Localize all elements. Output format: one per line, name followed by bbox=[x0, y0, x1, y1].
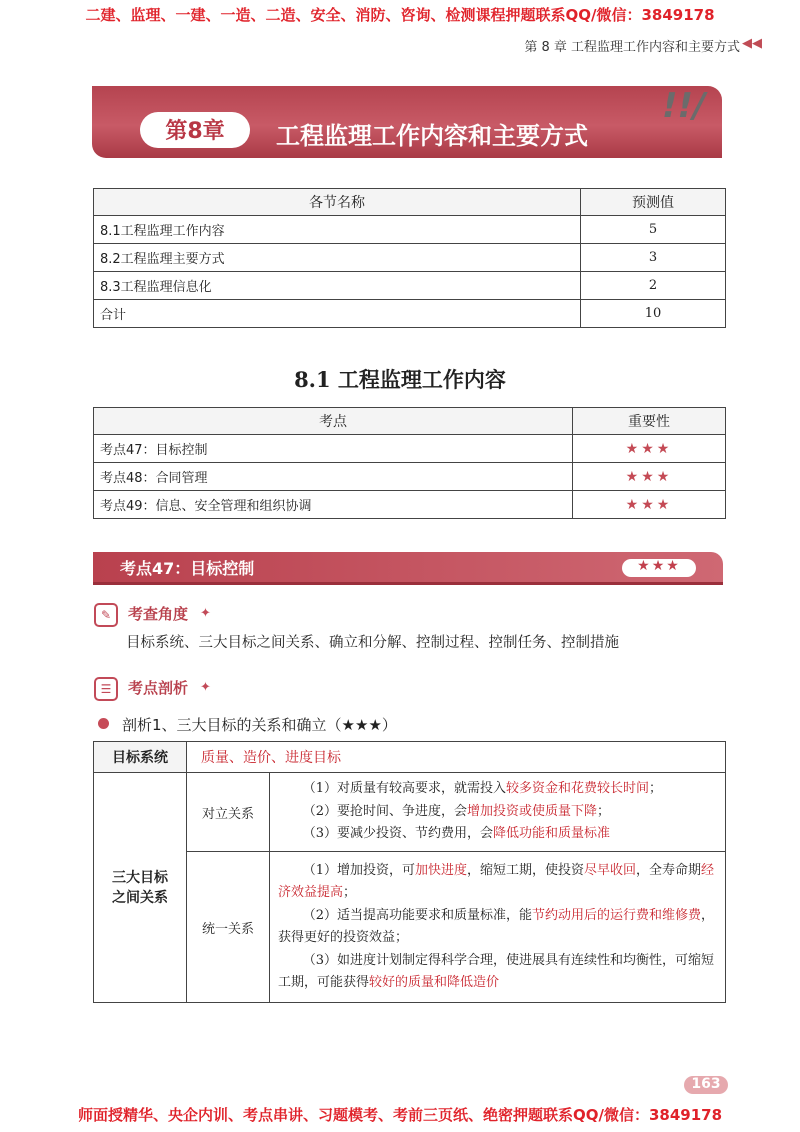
edit-icon: ✎ bbox=[94, 603, 118, 627]
analysis-heading: 考点剖析 bbox=[128, 679, 189, 697]
column-header: 考点 bbox=[94, 408, 573, 435]
text-plain: ，获得更好的投资效益； bbox=[278, 907, 714, 945]
section-title: 8.1 工程监理工作内容 bbox=[294, 367, 506, 392]
text-plain: ，缩短工期，使投资 bbox=[466, 862, 584, 878]
chapter-number: 第8章 bbox=[165, 119, 225, 144]
unify-label: 统一关系 bbox=[187, 852, 270, 1003]
topic-importance-table bbox=[93, 407, 726, 519]
text-highlight: 较好的质量和降低造价 bbox=[369, 975, 500, 990]
chapter-title: 工程监理工作内容和主要方式 bbox=[276, 122, 588, 150]
table-cell: 考点48：合同管理 bbox=[94, 463, 573, 491]
unify-item bbox=[278, 905, 717, 950]
topic-header-edge bbox=[93, 582, 723, 585]
text-highlight: 节约动用后的运行费和维修费 bbox=[531, 907, 701, 923]
text-plain: ； bbox=[648, 781, 662, 797]
table-row bbox=[94, 435, 726, 463]
text-plain: （1）增加投资，可 bbox=[302, 862, 415, 878]
oppose-item bbox=[278, 823, 717, 846]
unify-content bbox=[270, 852, 726, 1003]
column-header: 重要性 bbox=[573, 408, 726, 435]
text-plain: （2）适当提高功能要求和质量标准，能 bbox=[302, 907, 532, 923]
sparkle-icon: ✦ bbox=[200, 606, 211, 621]
bullet-icon bbox=[98, 718, 109, 729]
star-rating: ★★★ bbox=[573, 435, 726, 463]
text-plain: ； bbox=[596, 803, 610, 819]
text-plain: ； bbox=[343, 885, 357, 900]
exclamation-icon: !!/ bbox=[662, 86, 706, 126]
table-row bbox=[94, 491, 726, 519]
page-number: 163 bbox=[691, 1076, 721, 1092]
system-value: 质量、造价、进度目标 bbox=[187, 742, 726, 773]
text-highlight: 较多资金和花费较长时间 bbox=[505, 781, 649, 797]
table-cell: 5 bbox=[581, 216, 726, 244]
angle-text: 目标系统、三大目标之间关系、确立和分解、控制过程、控制任务、控制措施 bbox=[126, 635, 619, 651]
table-cell: 考点47：目标控制 bbox=[94, 435, 573, 463]
table-cell: 8.3工程监理信息化 bbox=[94, 272, 581, 300]
star-rating: ★★★ bbox=[573, 463, 726, 491]
oppose-content bbox=[270, 773, 726, 852]
relation-category-label: 三大目标之间关系 bbox=[112, 869, 168, 906]
promo-bottom-banner: 师面授精华、央企内训、考点串讲、习题模考、考前三页纸、绝密押题联系QQ/微信：3849178 bbox=[77, 1106, 723, 1124]
running-head: 第 8 章 工程监理工作内容和主要方式 bbox=[524, 40, 740, 55]
text-highlight: 加快进度 bbox=[414, 862, 467, 878]
table-cell: 10 bbox=[581, 300, 726, 328]
table-row bbox=[94, 272, 726, 300]
table-cell: 3 bbox=[581, 244, 726, 272]
section-prediction-table bbox=[93, 188, 726, 328]
topic-title: 考点47：目标控制 bbox=[120, 559, 255, 578]
oppose-item bbox=[278, 801, 717, 824]
table-row bbox=[94, 216, 726, 244]
table-row bbox=[94, 463, 726, 491]
text-plain: （2）要抢时间、争进度，会 bbox=[302, 803, 467, 819]
unify-item bbox=[278, 860, 717, 905]
column-header: 预测值 bbox=[581, 189, 726, 216]
text-plain: ，全寿命期 bbox=[636, 862, 702, 878]
topic-star-rating: ★★★ bbox=[637, 558, 681, 574]
angle-heading: 考查角度 bbox=[128, 605, 189, 623]
text-plain: （3）如进度计划制定得科学合理，使进展具有连续性和均衡性，可缩短工期，可能获得 bbox=[278, 952, 714, 990]
oppose-item bbox=[278, 778, 717, 801]
column-header: 各节名称 bbox=[94, 189, 581, 216]
analysis-item-heading: 剖析1、三大目标的关系和确立（★★★） bbox=[122, 716, 397, 734]
analysis-icon: ☰ bbox=[94, 677, 118, 701]
sparkle-icon: ✦ bbox=[200, 680, 211, 695]
promo-top-banner: 二建、监理、一建、一造、二造、安全、消防、咨询、检测课程押题联系QQ/微信：3849178 bbox=[85, 6, 715, 24]
table-row bbox=[94, 244, 726, 272]
text-highlight: 增加投资或使质量下降 bbox=[466, 803, 597, 819]
text-highlight: 尽早收回 bbox=[584, 862, 637, 878]
goal-relation-table bbox=[93, 741, 726, 1003]
text-plain: （3）要减少投资、节约费用，会 bbox=[302, 826, 493, 842]
text-plain: （1）对质量有较高要求，就需投入 bbox=[302, 781, 506, 797]
unify-item bbox=[278, 950, 717, 995]
text-highlight: 降低功能和质量标准 bbox=[492, 826, 610, 842]
running-head-arrow-icon: ◀◀ bbox=[742, 36, 762, 51]
table-row bbox=[94, 300, 726, 328]
table-cell: 8.1工程监理工作内容 bbox=[94, 216, 581, 244]
table-cell: 考点49：信息、安全管理和组织协调 bbox=[94, 491, 573, 519]
table-cell: 合计 bbox=[94, 300, 581, 328]
system-label: 目标系统 bbox=[94, 742, 187, 773]
oppose-label: 对立关系 bbox=[187, 773, 270, 852]
table-cell: 2 bbox=[581, 272, 726, 300]
table-cell: 8.2工程监理主要方式 bbox=[94, 244, 581, 272]
text-highlight: 经济效益提高 bbox=[278, 862, 715, 900]
star-rating: ★★★ bbox=[573, 491, 726, 519]
relation-category bbox=[94, 773, 187, 1003]
